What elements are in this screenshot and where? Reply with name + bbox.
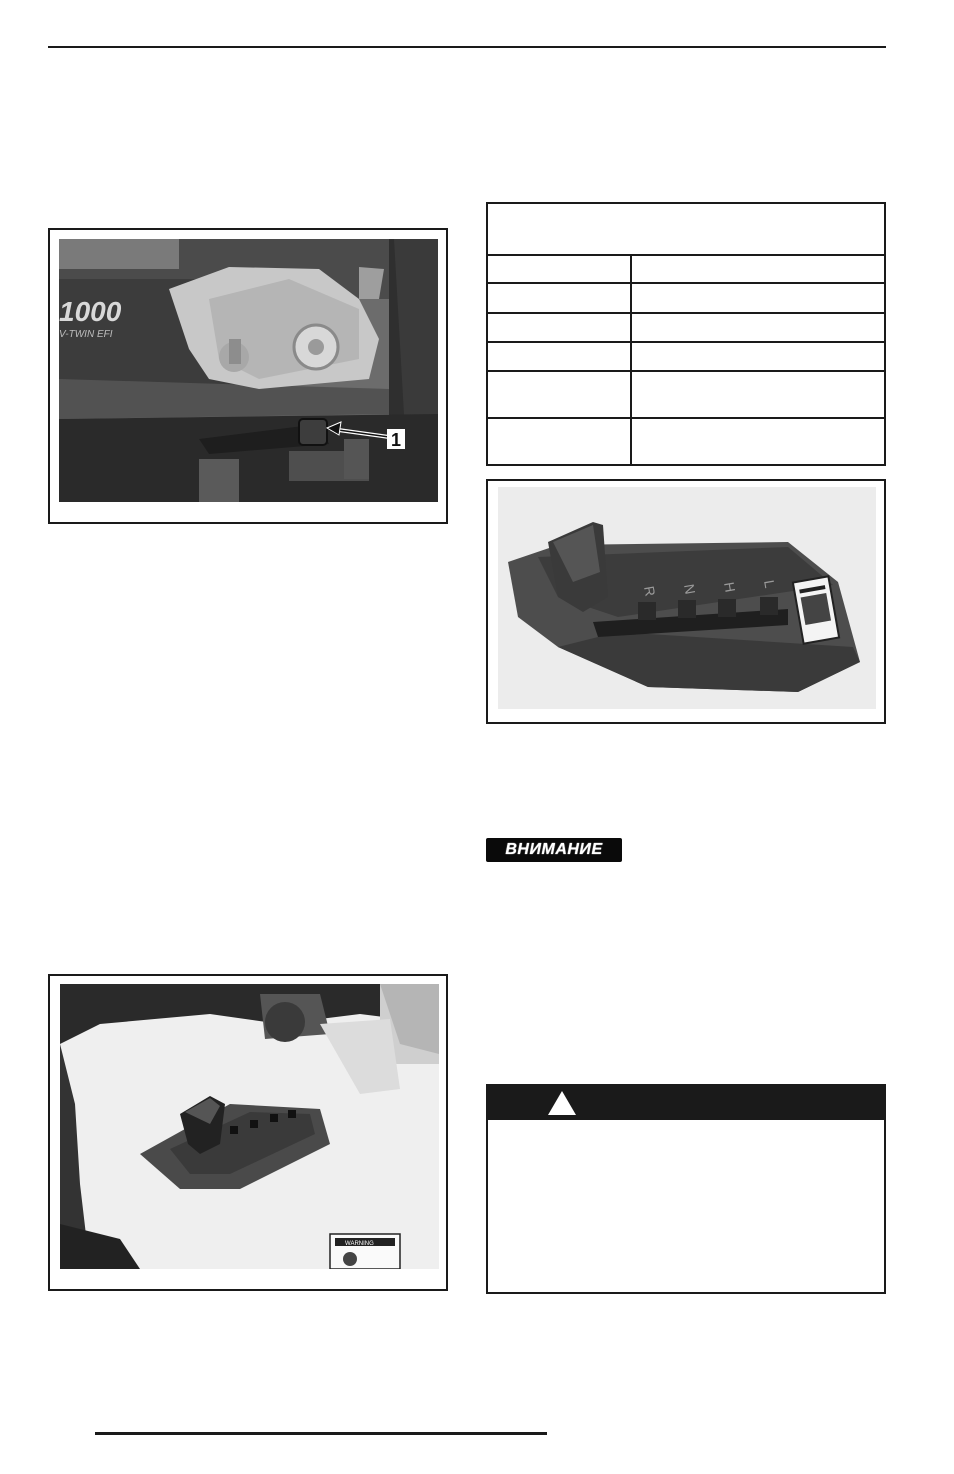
gear-letter-r: R (641, 584, 659, 598)
gear-letter-h: H (721, 580, 739, 594)
table-row (488, 254, 884, 284)
cockpit-illustration (60, 984, 439, 1269)
notice-label: ВНИМАНИЕ (505, 841, 603, 858)
notice-badge (486, 838, 622, 862)
warning-sticker-text: WARNING (345, 1241, 374, 1247)
photo-frame-shifter (486, 479, 886, 724)
warning-header-bar (488, 1086, 884, 1120)
shifter-illustration (498, 487, 876, 709)
photo-frame-cockpit (48, 974, 448, 1291)
spec-table (486, 202, 886, 466)
engine-illustration (59, 239, 438, 502)
header-rule (48, 46, 886, 48)
cockpit-photo (60, 984, 439, 1269)
photo-frame-engine (48, 228, 448, 524)
table-row (488, 284, 884, 314)
footer-rule (95, 1432, 547, 1435)
engine-badge-number: 1000 (59, 296, 122, 327)
gear-letter-l: L (761, 578, 779, 590)
warning-triangle-icon (546, 1089, 578, 1117)
table-row (488, 314, 884, 343)
table-row (488, 343, 884, 372)
engine-photo (59, 239, 438, 502)
table-row (488, 419, 884, 464)
engine-badge-text: V-TWIN EFI (59, 329, 113, 340)
gear-letter-n: N (681, 582, 699, 596)
spec-table-title-row (488, 204, 884, 256)
callout-number: 1 (391, 430, 402, 450)
warning-box (486, 1084, 886, 1294)
table-row (488, 372, 884, 419)
shifter-photo (498, 487, 876, 709)
